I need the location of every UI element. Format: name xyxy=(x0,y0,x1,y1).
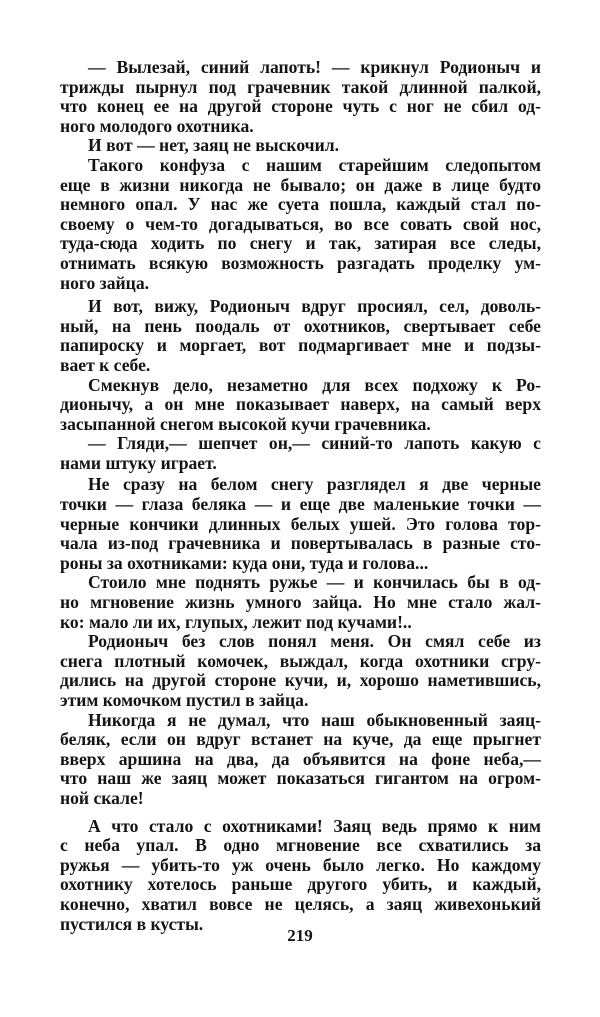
text-line: папироску и моргает, вот подмаргивает мне и подзы- xyxy=(60,336,541,356)
text-line: этим комочком пустил в зайца. xyxy=(60,691,309,710)
paragraph xyxy=(60,297,541,375)
text-line: вверх аршина на два, да объявится на фоне неба,— xyxy=(60,749,541,769)
text-line: что наш же заяц может показаться гигантом на огром- xyxy=(60,769,541,789)
text-line: ный, на пень поодаль от охотников, свертывает себе xyxy=(60,316,541,336)
paragraph xyxy=(60,58,541,136)
text-line: Родионыч без слов понял меня. Он смял себе из xyxy=(88,632,541,652)
text-line: черные кончики длинных белых ушей. Это голова тор- xyxy=(60,514,541,534)
paragraph xyxy=(60,136,541,156)
text-line: что конец ее на другой стороне чуть с ног не сбил од- xyxy=(60,97,541,117)
text-line: с неба упал. В одно мгновение все схватились за xyxy=(60,836,541,856)
text-line: засыпанной снегом высокой кучи грачевника. xyxy=(60,414,431,434)
text-line: пустился в кусты. xyxy=(60,914,204,934)
text-line: — Вылезай, синий лапоть! — крикнул Родионыч и xyxy=(88,58,541,77)
page-body xyxy=(60,58,541,934)
text-line: но мгновение жизнь умного зайца. Но мне стало жал- xyxy=(60,593,541,613)
text-line: Стоило мне поднять ружье — и кончилась бы в од- xyxy=(88,573,541,593)
text-line: ружья — убить-то уж очень было легко. Но каждому xyxy=(60,855,541,875)
text-line: снега плотный комочек, выждал, когда охотники сгру- xyxy=(60,651,541,671)
text-line: отнимать всякую возможность разгадать проделку ум- xyxy=(60,253,541,273)
text-line: своему о чем-то догадываться, во все совать свой нос, xyxy=(60,214,541,234)
paragraph xyxy=(60,573,541,632)
text-line: чала из-под грачевника и повертывалась в разные сто- xyxy=(60,534,541,554)
text-line: ного молодого охотника. xyxy=(60,116,254,136)
text-line: конечно, хватил вовсе не целясь, а заяц живехонький xyxy=(60,894,541,914)
text-line: охотнику хотелось раньше другого убить, и каждый, xyxy=(60,875,541,895)
paragraph xyxy=(60,475,541,573)
text-line: Такого конфуза с нашим старейшим следопытом xyxy=(88,155,541,175)
paragraph xyxy=(60,711,541,809)
paragraph xyxy=(60,376,541,435)
page-number: 219 xyxy=(287,926,313,945)
text-line: еще в жизни никогда не бывало; он даже в лице будто xyxy=(60,175,541,195)
text-line: нами штуку играет. xyxy=(60,453,217,473)
text-line: ко: мало ли их, глупых, лежит под кучами!.. xyxy=(60,612,412,632)
text-line: вает к себе. xyxy=(60,355,151,375)
text-line: Смекнув дело, незаметно для всех подхожу к Ро- xyxy=(88,375,541,395)
text-line: точки — глаза беляка — и еще две маленькие точки — xyxy=(60,495,541,515)
text-line: И вот — нет, заяц не выскочил. xyxy=(88,136,340,156)
text-line: трижды пырнул под грачевник такой длинной палкой, xyxy=(60,77,541,97)
text-line: дионычу, а он мне показывает наверх, на самый верх xyxy=(60,395,541,415)
text-line: беляк, если он вдруг встанет на куче, да еще прыгнет xyxy=(60,730,541,750)
text-line: Никогда я не думал, что наш обыкновенный заяц- xyxy=(88,710,541,730)
text-line: немного опал. У нас же суета пошла, каждый стал по- xyxy=(60,195,541,215)
text-line: роны за охотниками: куда они, туда и голова... xyxy=(60,553,429,573)
text-line: ной скале! xyxy=(60,788,144,808)
paragraph xyxy=(60,434,541,473)
paragraph xyxy=(60,156,541,293)
text-line: — Гляди,— шепчет он,— синий-то лапоть какую с xyxy=(88,434,541,454)
text-line: И вот, вижу, Родионыч вдруг просиял, сел, доволь- xyxy=(88,297,541,317)
text-line: ного зайца. xyxy=(60,273,150,293)
text-line: А что стало с охотниками! Заяц ведь прямо к ним xyxy=(88,816,541,836)
paragraph xyxy=(60,632,541,710)
text-line: Не сразу на белом снегу разглядел я две черные xyxy=(88,475,541,495)
text-line: туда-сюда ходить по снегу и так, затирая все следы, xyxy=(60,234,541,254)
paragraph xyxy=(60,817,541,935)
text-line: дились на другой стороне кучи, и, хорошо наметившись, xyxy=(60,671,541,691)
